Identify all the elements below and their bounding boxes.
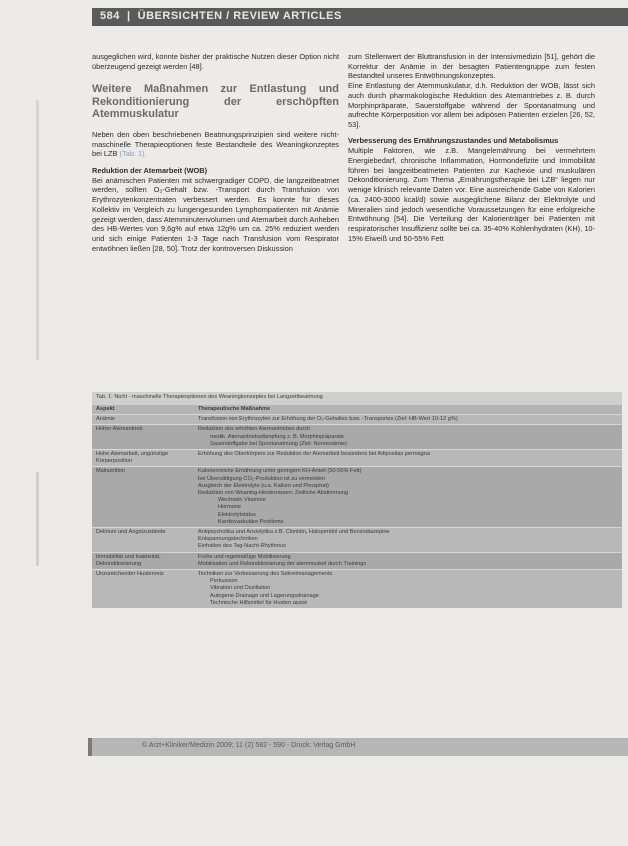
table-row <box>92 449 622 466</box>
measure-line: Antipsychotika und Anxiolytika z.B. Clonidin, Haloperidol und Benzodiazepine <box>198 529 390 536</box>
measure-line: bei Übersättigung CO₂-Produktion ist zu vermeiden <box>198 475 325 482</box>
footer-text: © Arzt+Kliniker/Medizin 2009; 11 (2) 582 - 590 - Druck: Verlag GmbH <box>142 742 356 749</box>
section-heading: Weitere Maßnahmen zur Entlastung und Rekonditionierung der erschöpften Atemmuskulatur <box>92 83 339 121</box>
column-header-aspect: Aspekt <box>96 406 115 412</box>
measure-line: Kardiovaskuläre Probleme <box>218 518 284 525</box>
aspect-cell: Immobilität und Inaktivität, Dekonditionierung <box>96 553 161 567</box>
paragraph <box>92 130 339 159</box>
paragraph: zum Stellenwert der Bluttransfusion in der Intensivmedizin [51], gehört die Korrektur der Anämie in der besagten Patientengruppe zum festen Bestandteil unseres Entwöhnungskonzeptes. <box>348 52 595 81</box>
measure-cell <box>194 570 622 608</box>
table-row <box>92 569 622 608</box>
measure-line: Elektrolytstatus <box>218 511 256 518</box>
column-header-measure: Therapeutische Maßnahme <box>198 406 271 412</box>
measure-cell <box>194 415 622 424</box>
paragraph: Bei anämischen Patienten mit schwergradiger COPD, die langzeitbeatmet werden, sollten O₂-Gehalt bzw. -Transport durch Transfusion von Erythrozytenkonzentraten verbessert werden. Es konnte für dieses Kollektiv im Vergleich zu lungengesunden Lymphompatienten mit Anämie gezeigt werden, dass Atemminutenvolumen und Atemarbeit durch Anheben des HB-Wertes von 9,6g% auf etwa 12g% um ca. 25% reduziert werden und sich einige Patienten 1-3 Tage nach Transfusion vom Respirator entwöhnen ließen [28, 50]. Trotz der kontroversen Diskussion <box>92 175 339 253</box>
table-row <box>92 466 622 527</box>
table-body <box>92 414 622 608</box>
table-row <box>92 527 622 552</box>
measure-line: Mobilisation und Rekonditionierung der atemmuskel durch Trainings <box>198 560 367 567</box>
measure-line: Techniken zur Verbesserung des Sekretmanagements <box>198 571 333 578</box>
table-row <box>92 424 622 449</box>
measure-line: Sauerstoffgabe bei Spontanatmung (Ziel: Normoxämie) <box>210 440 348 447</box>
margin-mark <box>36 100 39 360</box>
aspect-cell: Anämie <box>96 416 115 423</box>
measure-line: Transfusion von Erythrozyten zur Erhöhung der O₂-Gehaltes bzw. -Transportes (Ziel: HB-Wert 10-12 g%) <box>198 416 458 423</box>
measure-line: Hormone <box>218 504 242 511</box>
right-column <box>348 52 595 243</box>
measure-line: Vibration und Oszillation <box>210 585 271 592</box>
section-title: ÜBERSICHTEN / REVIEW ARTICLES <box>137 10 342 22</box>
measure-line: Perkussion <box>210 578 238 585</box>
aspect-cell: Hoher Atemantrieb <box>96 426 143 433</box>
aspect-cell: Unzureichender Hustenreiz <box>96 571 164 578</box>
measure-line: Wechseln Vitamine <box>218 497 266 504</box>
measure-cell <box>194 450 622 466</box>
measure-cell <box>194 467 622 527</box>
measure-line: Technische Hilfsmittel für Husten assist <box>210 599 307 606</box>
left-column <box>92 52 339 253</box>
subheading: Reduktion der Atemarbeit (WOB) <box>92 166 208 176</box>
therapy-table <box>92 392 622 608</box>
table-header-row <box>92 405 622 414</box>
aspect-cell: Delirium und Angstzustände <box>96 529 166 536</box>
table-reference-link[interactable]: (Tab. 1). <box>119 149 147 159</box>
measure-line: Einhalten des Tag-Nacht-Rhythmus <box>198 543 286 550</box>
measure-cell <box>194 425 622 449</box>
table-row <box>92 414 622 424</box>
measure-line: Autogene Drainage und Lagerungsdrainage <box>210 592 319 599</box>
header-text: 584 | ÜBERSICHTEN / REVIEW ARTICLES <box>100 10 342 22</box>
measure-line: medik. Atemantriebsdämpfung z. B. Morphinpräparate <box>210 433 345 440</box>
intro-paragraph: ausgeglichen wird, konnte bisher der praktische Nutzen dieser Option nicht überzeugend gezeigt werden [48]. <box>92 52 339 71</box>
table-caption: Tab. 1: Nicht - maschinelle Therapieoptionen des Weaningkonzeptes bei Langzeitbeatmung <box>92 392 622 405</box>
margin-mark <box>36 472 39 566</box>
measure-line: Entspannungstechniken <box>198 536 258 543</box>
measure-line: Kalorienreiche Ernährung unter geringem KH-Anteil (50-55% Fett) <box>198 468 362 475</box>
page-footer <box>92 738 628 756</box>
paragraph-text: Neben den oben beschriebenen Beatmungsprinzipien sind weitere nicht-maschinelle Therapieoptionen feste Bestandteile des Weaningkonzeptes bei LZB <box>92 129 339 159</box>
subheading: Verbesserung des Ernährungszustandes und Metabolismus <box>348 135 559 145</box>
measure-line: Reduktion des erhöhten Atemantriebes durch <box>198 426 311 433</box>
paragraph: Eine Entlastung der Atemmuskulatur, d.h. Reduktion der WOB, lässt sich auch durch pharmakologische Reduktion des Atemantriebes z. B. durch Morphinpräparate, Sauerstoffgabe während der Spontanatmung und aufrechte Körperposition vor allem bei adipösen Patienten erzielen [26, 52, 53]. <box>348 81 595 129</box>
measure-line: Ausgleich der Elektrolyte (u.a. Kalium und Phosphat) <box>198 482 329 489</box>
aspect-cell: Hohe Atemarbeit, ungünstige Körperposition <box>96 451 169 465</box>
page-number: 584 <box>100 10 120 22</box>
measure-line: Reduktion von Weaning-Hindernissen: Zeitliche Abstimmung <box>198 490 349 497</box>
measure-line: Frühe und regelmäßige Mobilisierung <box>198 553 291 560</box>
measure-cell <box>194 528 622 552</box>
aspect-cell: Malnutrition <box>96 468 125 475</box>
paragraph: Multiple Faktoren, wie z.B. Mangelernährung bei vermehrtem Energiebedarf, chronische Inflammation, Hormondefizite und Immobilität führen bei langzeitbeatmeten Patienten zur Kachexie und muskulären Dekonditionierung. Zum Thema „Ernährungstherapie bei LZB“ liegen nur wenige klinisch relevante Daten vor. Eine ausreichende Gabe von Kalorien (ca. 2400-3000 kcal/d) sowie ausgeglichene Bilanz der Elektrolyte und Mineralien sind jedoch wesentliche Voraussetzungen für eine erfolgreiche Entwöhnung [54]. Die Verteilung der Kalorienträger bei Patienten mit respiratorischer Insuffizienz sollte bei ca. 35-40% Kohlenhydraten (KH), 10-15% Eiweiß und 50-55% Fett <box>348 146 595 243</box>
table-row <box>92 552 622 569</box>
measure-line: Erhöhung des Oberkörpers zur Reduktion der Atemarbeit besonders bei Adipositas permagna <box>198 451 430 458</box>
measure-cell <box>194 553 622 569</box>
page-header <box>92 8 628 26</box>
